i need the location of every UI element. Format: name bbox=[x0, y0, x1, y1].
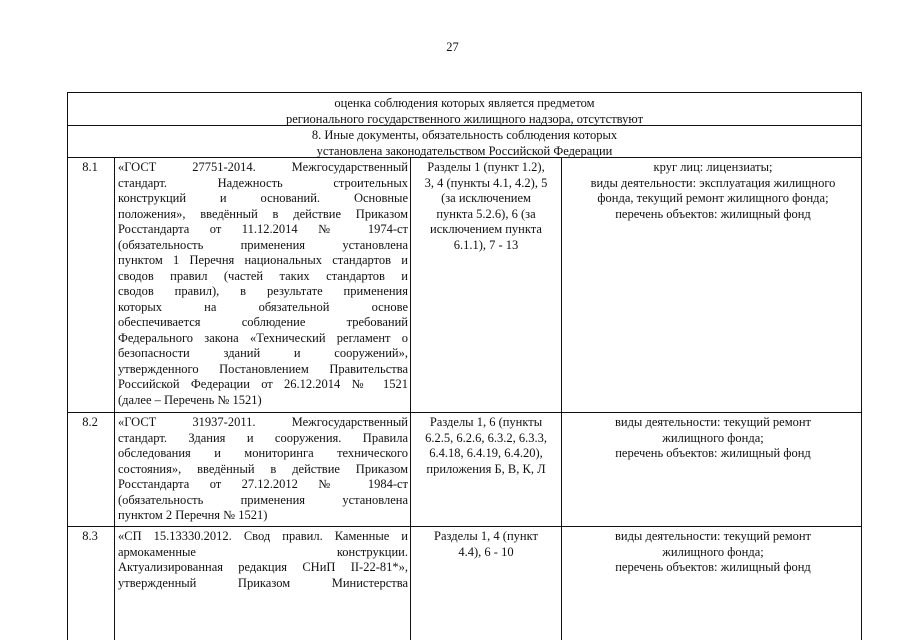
scope-cell bbox=[564, 529, 862, 576]
document-line: Росстандарта от 11.12.2014 № 1974-ст bbox=[118, 222, 408, 236]
scope-line: круг лиц: лицензиаты; bbox=[653, 160, 773, 174]
regulation-table bbox=[67, 92, 862, 640]
sections-line: (за исключением bbox=[441, 191, 531, 205]
table-border bbox=[67, 157, 862, 158]
sections-line: Разделы 1, 4 (пункт bbox=[434, 529, 538, 543]
document-line: «СП 15.13330.2012. Свод правил. Каменные и bbox=[118, 529, 408, 543]
document-line: (далее – Перечень № 1521) bbox=[118, 392, 262, 407]
document-line: утвержденный Приказом Министерства bbox=[118, 575, 408, 590]
scope-line: жилищного фонда; bbox=[662, 544, 764, 559]
table-border bbox=[410, 157, 411, 640]
table-border bbox=[67, 92, 68, 640]
sections-cell bbox=[413, 160, 559, 253]
header-note-line: оценка соблюдения которых является предметом bbox=[334, 96, 595, 110]
sections-line: 3, 4 (пункты 4.1, 4.2), 5 bbox=[424, 175, 548, 190]
table-border bbox=[67, 526, 862, 527]
document-line: стандарт. Надежность строительных bbox=[118, 175, 408, 190]
section-heading-line: установлена законодательством Российской Федерации bbox=[316, 143, 613, 158]
section-heading-line: 8. Иные документы, обязательность соблюдения которых bbox=[311, 128, 618, 142]
section-heading bbox=[67, 128, 862, 159]
sections-line: исключением пункта bbox=[430, 222, 542, 236]
scope-line: жилищного фонда; bbox=[662, 430, 764, 445]
scope-line: виды деятельности: текущий ремонт bbox=[614, 415, 812, 429]
sections-line: пункта 5.2.6), 6 (за bbox=[436, 206, 536, 221]
table-border bbox=[67, 412, 862, 413]
header-note-line: регионального государственного жилищного надзора, отсутствуют bbox=[285, 111, 644, 126]
row-number: 8.3 bbox=[82, 529, 98, 543]
document-line: безопасности зданий и сооружений», bbox=[118, 346, 408, 360]
document-line: сводов правил), в результате применения bbox=[118, 284, 408, 298]
document-cell bbox=[118, 160, 408, 408]
document-line: положения», введённый в действие Приказом bbox=[118, 206, 408, 221]
document-line: (обязательность применения установлена bbox=[118, 492, 408, 507]
sections-line: 6.1.1), 7 - 13 bbox=[453, 237, 519, 252]
document-line: Федерального закона «Технический регламент о bbox=[118, 330, 408, 345]
document-line: Российской Федерации от 26.12.2014 № 1521 bbox=[118, 377, 408, 391]
document-line: стандарт. Здания и сооружения. Правила bbox=[118, 430, 408, 445]
scope-line: фонда, текущий ремонт жилищного фонда; bbox=[597, 191, 829, 205]
document-line: «ГОСТ 31937-2011. Межгосударственный bbox=[118, 415, 408, 429]
document-cell bbox=[118, 415, 408, 524]
document-line: Актуализированная редакция СНиП II-22-81*», bbox=[118, 560, 408, 574]
document-line: «ГОСТ 27751-2014. Межгосударственный bbox=[118, 160, 408, 174]
sections-line: 6.4.18, 6.4.19, 6.4.20), bbox=[429, 446, 543, 460]
document-line: Росстандарта от 27.12.2012 № 1984-ст bbox=[118, 477, 408, 491]
table-border bbox=[114, 157, 115, 640]
table-border bbox=[861, 92, 862, 640]
document-line: которых на обязательной основе bbox=[118, 299, 408, 314]
document-line: обследования и мониторинга технического bbox=[118, 446, 408, 460]
scope-line: виды деятельности: текущий ремонт bbox=[614, 529, 812, 543]
scope-cell bbox=[564, 160, 862, 222]
table-border bbox=[67, 92, 862, 93]
row-number: 8.1 bbox=[82, 160, 98, 174]
header-row-note bbox=[67, 96, 862, 127]
document-line: армокаменные конструкции. bbox=[118, 544, 408, 559]
document-line: обеспечивается соблюдение требований bbox=[118, 315, 408, 329]
sections-line: 6.2.5, 6.2.6, 6.3.2, 6.3.3, bbox=[425, 430, 547, 445]
document-line: (обязательность применения установлена bbox=[118, 237, 408, 252]
sections-line: приложения Б, В, К, Л bbox=[426, 461, 546, 476]
scope-line: перечень объектов: жилищный фонд bbox=[615, 206, 811, 221]
document-line: сводов правил (частей таких стандартов и bbox=[118, 268, 408, 283]
sections-cell bbox=[413, 415, 559, 477]
scope-line: перечень объектов: жилищный фонд bbox=[615, 560, 811, 574]
scope-line: виды деятельности: эксплуатация жилищного bbox=[590, 175, 836, 190]
document-line: пунктом 1 Перечня национальных стандартов и bbox=[118, 253, 408, 267]
page-number: 27 bbox=[446, 40, 459, 54]
document-line: пунктом 2 Перечня № 1521) bbox=[118, 508, 268, 522]
sections-cell bbox=[413, 529, 559, 560]
table-border bbox=[67, 125, 862, 126]
document-line: состояния», введённый в действие Приказом bbox=[118, 461, 408, 476]
document-line: конструкций и оснований. Основные bbox=[118, 191, 408, 205]
table-border bbox=[561, 157, 562, 640]
sections-line: 4.4), 6 - 10 bbox=[458, 544, 514, 559]
document-line: утвержденного Постановлением Правительства bbox=[118, 361, 408, 376]
scope-cell bbox=[564, 415, 862, 462]
sections-line: Разделы 1, 6 (пункты bbox=[429, 415, 543, 429]
row-number: 8.2 bbox=[82, 415, 98, 429]
sections-line: Разделы 1 (пункт 1.2), bbox=[427, 160, 545, 174]
document-cell bbox=[118, 529, 408, 591]
scope-line: перечень объектов: жилищный фонд bbox=[615, 446, 811, 460]
